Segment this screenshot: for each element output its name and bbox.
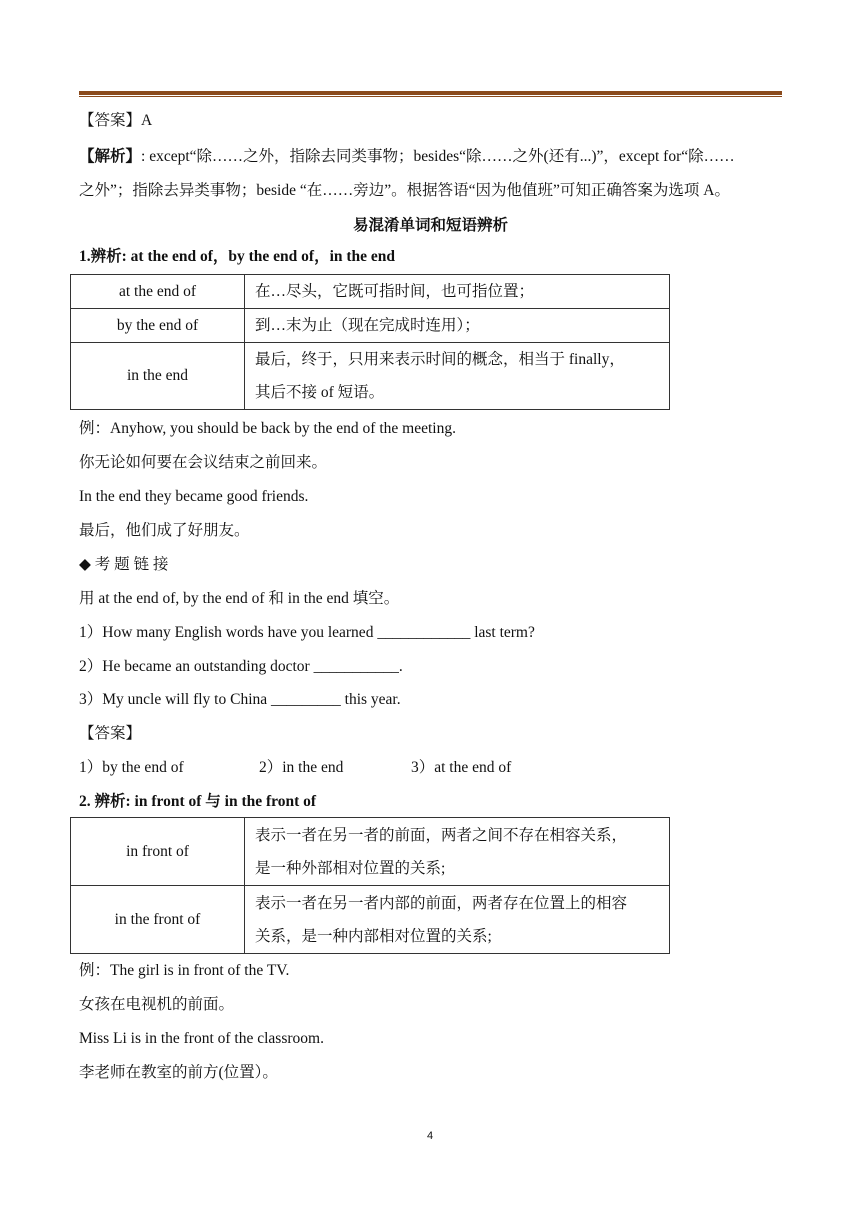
example-line: 你无论如何要在会议结束之前回来。 bbox=[79, 454, 328, 471]
example-line: 李老师在教室的前方(位置）。 bbox=[79, 1064, 278, 1081]
definition-line: 其后不接 of 短语。 bbox=[255, 384, 385, 401]
answer-item: 1）by the end of bbox=[79, 759, 184, 776]
answer-line bbox=[79, 111, 152, 131]
answer-label-2: 【答案】 bbox=[79, 725, 142, 742]
example-line: 女孩在电视机的前面。 bbox=[79, 996, 235, 1013]
table-row bbox=[71, 309, 670, 343]
example-line: Miss Li is in the front of the classroom. bbox=[79, 1030, 324, 1047]
table-term: by the end of bbox=[71, 309, 245, 343]
answer-label: 【答案】 bbox=[79, 112, 142, 129]
question-line: 2）He became an outstanding doctor ___________. bbox=[79, 658, 403, 675]
analysis-line-2: 之外”；指除去异类事物；beside “在……旁边”。根据答语“因为他值班”可知正确答案为选项 A。 bbox=[79, 182, 730, 199]
answer-value: A bbox=[141, 112, 153, 129]
table-term: in the end bbox=[71, 343, 245, 410]
part1-table bbox=[70, 274, 670, 410]
table-row bbox=[71, 886, 670, 954]
page-number: 4 bbox=[426, 1130, 434, 1142]
example-line: 例：The girl is in front of the TV. bbox=[79, 962, 290, 979]
table-term: in the front of bbox=[71, 886, 245, 954]
analysis-line-1 bbox=[79, 147, 735, 167]
table-definition: 到…末为止（现在完成时连用）； bbox=[245, 309, 670, 343]
table-definition bbox=[245, 818, 670, 886]
part2-table bbox=[70, 817, 670, 954]
analysis-label: 【解析】 bbox=[79, 148, 142, 165]
table-term: in front of bbox=[71, 818, 245, 886]
example-line: In the end they became good friends. bbox=[79, 488, 309, 505]
table-row bbox=[71, 343, 670, 410]
table-row bbox=[71, 275, 670, 309]
definition-line: 表示一者在另一者的前面，两者之间不存在相容关系， bbox=[255, 826, 628, 844]
example-line: 例：Anyhow, you should be back by the end of the meeting. bbox=[79, 420, 456, 437]
definition-line: 是一种外部相对位置的关系; bbox=[255, 859, 446, 877]
exam-link-title: ◆ 考 题 链 接 bbox=[79, 556, 169, 573]
question-line: 1）How many English words have you learned ____________ last term? bbox=[79, 624, 535, 641]
definition-line: 表示一者在另一者内部的前面，两者存在位置上的相容 bbox=[255, 894, 628, 912]
table-definition bbox=[245, 343, 670, 410]
section-title: 易混淆单词和短语辨析 bbox=[352, 217, 508, 234]
header-rule bbox=[79, 91, 782, 95]
part1-heading: 1.辨析: at the end of，by the end of，in the end bbox=[79, 248, 396, 265]
header-rule-thin bbox=[79, 96, 782, 97]
definition-line: 关系，是一种内部相对位置的关系; bbox=[255, 927, 492, 945]
definition-line: 最后，终于，只用来表示时间的概念，相当于 finally， bbox=[255, 351, 625, 368]
example-line: 最后，他们成了好朋友。 bbox=[79, 522, 250, 539]
analysis-text-1: : except“除……之外，指除去同类事物；besides“除……之外(还有...)”，except for“除…… bbox=[141, 148, 735, 165]
table-definition: 在…尽头，它既可指时间，也可指位置； bbox=[245, 275, 670, 309]
table-definition bbox=[245, 886, 670, 954]
table-term: at the end of bbox=[71, 275, 245, 309]
table-row bbox=[71, 818, 670, 886]
answer-item: 2）in the end bbox=[259, 759, 344, 776]
question-line: 3）My uncle will fly to China _________ this year. bbox=[79, 691, 401, 708]
part2-heading: 2. 辨析: in front of 与 in the front of bbox=[79, 793, 317, 810]
answer-item: 3）at the end of bbox=[411, 759, 512, 776]
instruction: 用 at the end of, by the end of 和 in the end 填空。 bbox=[79, 590, 400, 607]
answers-line bbox=[79, 758, 511, 778]
